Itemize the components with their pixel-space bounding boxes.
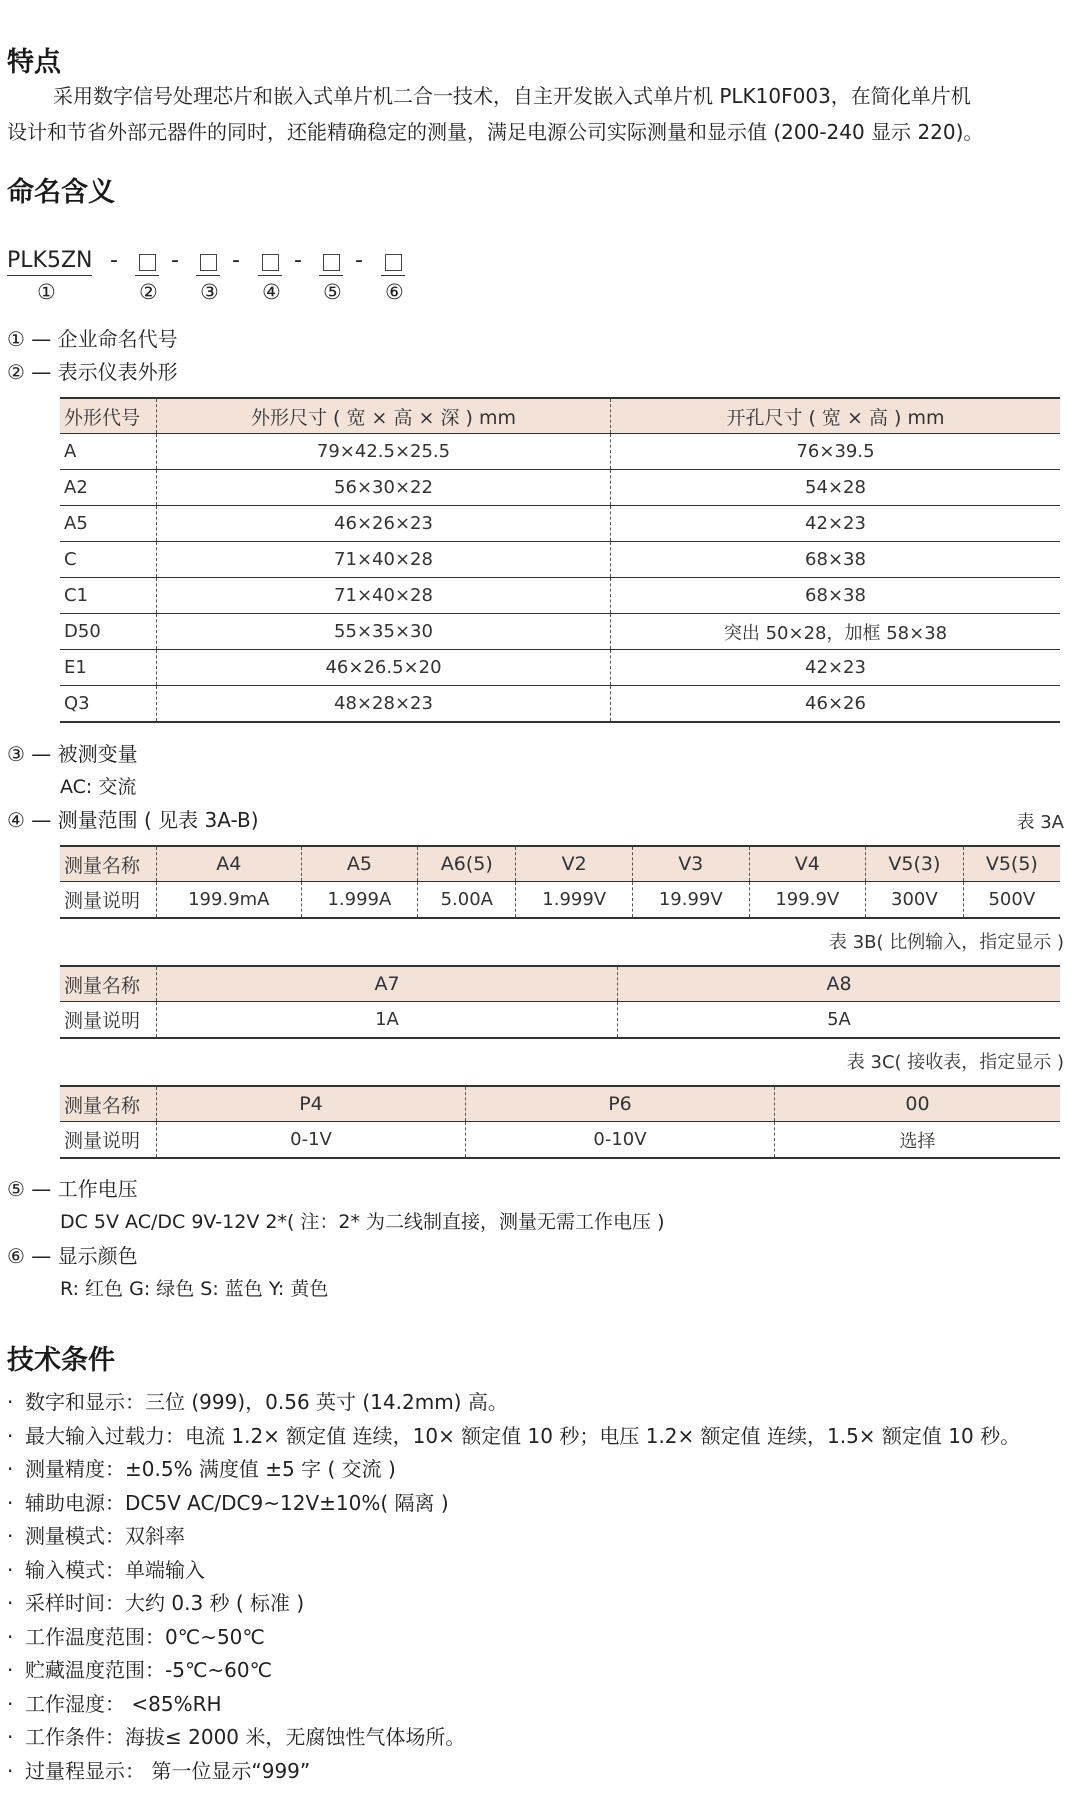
outline-table (60, 397, 1060, 723)
outline-size: 79×42.5×25.5 (157, 434, 611, 470)
outline-cutout: 68×38 (611, 578, 1061, 614)
code-underline (258, 275, 282, 276)
measure-desc-label: 测量说明 (60, 1122, 157, 1159)
code-slot-5 (323, 254, 340, 271)
code-slot-3 (200, 254, 217, 271)
table-3c-caption: 表 3C( 接收表，指定显示 ) (846, 1052, 1064, 1073)
outline-code: Q3 (60, 686, 157, 723)
measure-desc: 19.99V (632, 882, 749, 919)
code-dash: - (355, 248, 363, 273)
table-3c (60, 1085, 1060, 1159)
measure-desc: 1A (157, 1002, 618, 1039)
naming-item-3: ③ — 被测变量 (7, 742, 138, 766)
table-3b (60, 965, 1060, 1039)
outline-size: 48×28×23 (157, 686, 611, 723)
bullet: · (7, 1624, 14, 1649)
measure-desc: 1.999A (301, 882, 418, 919)
measure-desc-label: 测量说明 (60, 1002, 157, 1039)
measure-desc: 199.9mA (157, 882, 302, 919)
measure-name: P6 (466, 1086, 775, 1122)
outline-code: E1 (60, 650, 157, 686)
table-3a-caption: 表 3A (1016, 812, 1064, 833)
outline-size: 55×35×30 (157, 614, 611, 650)
measure-name: V5(5) (963, 846, 1060, 882)
table-3b-caption: 表 3B( 比例输入，指定显示 ) (828, 932, 1064, 953)
measure-desc: 500V (963, 882, 1060, 919)
code-dash: - (171, 248, 179, 273)
code-number-1: ① (37, 280, 56, 304)
list-item (7, 1654, 1020, 1688)
bullet: · (7, 1490, 14, 1515)
measure-name: P4 (157, 1086, 466, 1122)
code-number-6: ⑥ (385, 280, 404, 304)
table-row (60, 434, 1060, 470)
table-row (60, 470, 1060, 506)
bullet: · (7, 1691, 14, 1716)
list-item (7, 1587, 1020, 1621)
code-dash: - (110, 248, 118, 273)
naming-item-6: ⑥ — 显示颜色 (7, 1244, 138, 1268)
measure-name: 00 (775, 1086, 1061, 1122)
table-row (60, 506, 1060, 542)
code-number-5: ⑤ (323, 280, 342, 304)
bullet: · (7, 1390, 14, 1414)
tech-item-text: 测量模式：双斜率 (25, 1524, 185, 1548)
tech-item-text: 工作温度范围：0℃~50℃ (25, 1624, 265, 1649)
outline-cutout: 突出 50×28，加框 58×38 (611, 614, 1061, 650)
naming-item-2: ② — 表示仪表外形 (7, 360, 178, 384)
measure-name: A4 (157, 846, 302, 882)
outline-cutout: 46×26 (611, 686, 1061, 723)
bullet: · (7, 1423, 14, 1448)
outline-code: D50 (60, 614, 157, 650)
code-underline (135, 275, 159, 276)
features-paragraph (7, 78, 1057, 150)
outline-header-cutout: 开孔尺寸 ( 宽 × 高 ) mm (611, 398, 1061, 434)
code-dash: - (232, 248, 240, 273)
list-item (7, 1755, 1020, 1789)
code-underline (381, 275, 405, 276)
bullet: · (7, 1457, 14, 1481)
code-number-2: ② (139, 280, 158, 304)
model-prefix: PLK5ZN (7, 248, 92, 276)
bullet: · (7, 1658, 14, 1682)
measure-desc: 0-10V (466, 1122, 775, 1159)
naming-item-3-detail: AC: 交流 (60, 776, 137, 798)
measure-desc: 0-1V (157, 1122, 466, 1159)
tech-item-text: 输入模式：单端输入 (25, 1557, 205, 1582)
table-row (60, 650, 1060, 686)
measure-name: V5(3) (866, 846, 964, 882)
list-item (7, 1487, 1020, 1521)
tech-list (7, 1386, 1020, 1788)
measure-name: A5 (301, 846, 418, 882)
table-row (60, 614, 1060, 650)
tech-item-text: 最大输入过载力：电流 1.2× 额定值 连续，10× 额定值 10 秒；电压 1.2× 额定值 连续，1.5× 额定值 10 秒。 (25, 1423, 1021, 1448)
code-slot-4 (262, 254, 279, 271)
measure-desc: 5.00A (418, 882, 516, 919)
tech-item-text: 工作条件：海拔≤ 2000 米，无腐蚀性气体场所。 (25, 1725, 466, 1749)
list-item (7, 1621, 1020, 1655)
table-row (60, 542, 1060, 578)
measure-desc: 1.999V (516, 882, 633, 919)
naming-heading: 命名含义 (7, 177, 115, 208)
measure-desc: 199.9V (749, 882, 866, 919)
measure-desc: 300V (866, 882, 964, 919)
outline-size: 71×40×28 (157, 542, 611, 578)
measure-name-label: 测量名称 (60, 846, 157, 882)
naming-item-4: ④ — 测量范围 ( 见表 3A-B) (7, 808, 259, 832)
measure-name: V2 (516, 846, 633, 882)
outline-code: C (60, 542, 157, 578)
tech-heading: 技术条件 (7, 1345, 115, 1376)
table-row (60, 578, 1060, 614)
tech-item-text: 贮藏温度范围：-5℃~60℃ (25, 1658, 273, 1682)
outline-cutout: 42×23 (611, 506, 1061, 542)
outline-cutout: 68×38 (611, 542, 1061, 578)
code-number-3: ③ (200, 280, 219, 304)
outline-cutout: 42×23 (611, 650, 1061, 686)
code-slot-2 (139, 254, 156, 271)
tech-item-text: 辅助电源：DC5V AC/DC9~12V±10%( 隔离 ) (25, 1490, 449, 1515)
list-item (7, 1554, 1020, 1588)
model-code (7, 248, 427, 308)
tech-item-text: 测量精度：±0.5% 满度值 ±5 字 ( 交流 ) (25, 1457, 396, 1481)
measure-desc: 选择 (775, 1122, 1061, 1159)
outline-size: 71×40×28 (157, 578, 611, 614)
list-item (7, 1721, 1020, 1755)
naming-item-5-detail: DC 5V AC/DC 9V-12V 2*( 注：2* 为二线制直接，测量无需工作电压 ) (60, 1211, 665, 1233)
bullet: · (7, 1591, 14, 1615)
list-item (7, 1688, 1020, 1722)
outline-size: 46×26×23 (157, 506, 611, 542)
naming-item-1: ① — 企业命名代号 (7, 327, 178, 351)
list-item (7, 1420, 1020, 1454)
measure-name-label: 测量名称 (60, 966, 157, 1002)
measure-name: A8 (618, 966, 1061, 1002)
measure-name: V3 (632, 846, 749, 882)
outline-code: A5 (60, 506, 157, 542)
outline-size: 56×30×22 (157, 470, 611, 506)
naming-item-5: ⑤ — 工作电压 (7, 1177, 138, 1201)
bullet: · (7, 1524, 14, 1548)
tech-item-text: 工作湿度： <85%RH (25, 1691, 222, 1716)
list-item (7, 1520, 1020, 1554)
code-underline (319, 275, 343, 276)
measure-desc: 5A (618, 1002, 1061, 1039)
outline-cutout: 76×39.5 (611, 434, 1061, 470)
code-dash: - (294, 248, 302, 273)
features-heading: 特点 (7, 47, 61, 78)
list-item (7, 1386, 1020, 1420)
tech-item-text: 过量程显示： 第一位显示“999” (25, 1758, 311, 1783)
outline-header-code: 外形代号 (60, 398, 157, 434)
code-underline (196, 275, 220, 276)
code-slot-6 (385, 254, 402, 271)
bullet: · (7, 1557, 14, 1582)
outline-code: A (60, 434, 157, 470)
code-number-4: ④ (262, 280, 281, 304)
tech-item-text: 采样时间：大约 0.3 秒 ( 标准 ) (25, 1591, 305, 1615)
measure-name: A7 (157, 966, 618, 1002)
measure-name-label: 测量名称 (60, 1086, 157, 1122)
table-row (60, 686, 1060, 723)
tech-item-text: 数字和显示：三位 (999)，0.56 英寸 (14.2mm) 高。 (25, 1390, 508, 1414)
outline-code: A2 (60, 470, 157, 506)
outline-size: 46×26.5×20 (157, 650, 611, 686)
outline-cutout: 54×28 (611, 470, 1061, 506)
bullet: · (7, 1725, 14, 1749)
list-item (7, 1453, 1020, 1487)
bullet: · (7, 1758, 14, 1783)
naming-item-6-detail: R: 红色 G: 绿色 S: 蓝色 Y: 黄色 (60, 1278, 329, 1300)
measure-name: A6(5) (418, 846, 516, 882)
features-line-1: 采用数字信号处理芯片和嵌入式单片机二合一技术，自主开发嵌入式单片机 PLK10F003，在简化单片机 (53, 84, 971, 108)
features-line-2: 设计和节省外部元器件的同时，还能精确稳定的测量，满足电源公司实际测量和显示值 (200-240 显示 220)。 (7, 120, 984, 144)
measure-name: V4 (749, 846, 866, 882)
table-3a (60, 845, 1060, 919)
outline-code: C1 (60, 578, 157, 614)
outline-header-size: 外形尺寸 ( 宽 × 高 × 深 ) mm (157, 398, 611, 434)
measure-desc-label: 测量说明 (60, 882, 157, 919)
